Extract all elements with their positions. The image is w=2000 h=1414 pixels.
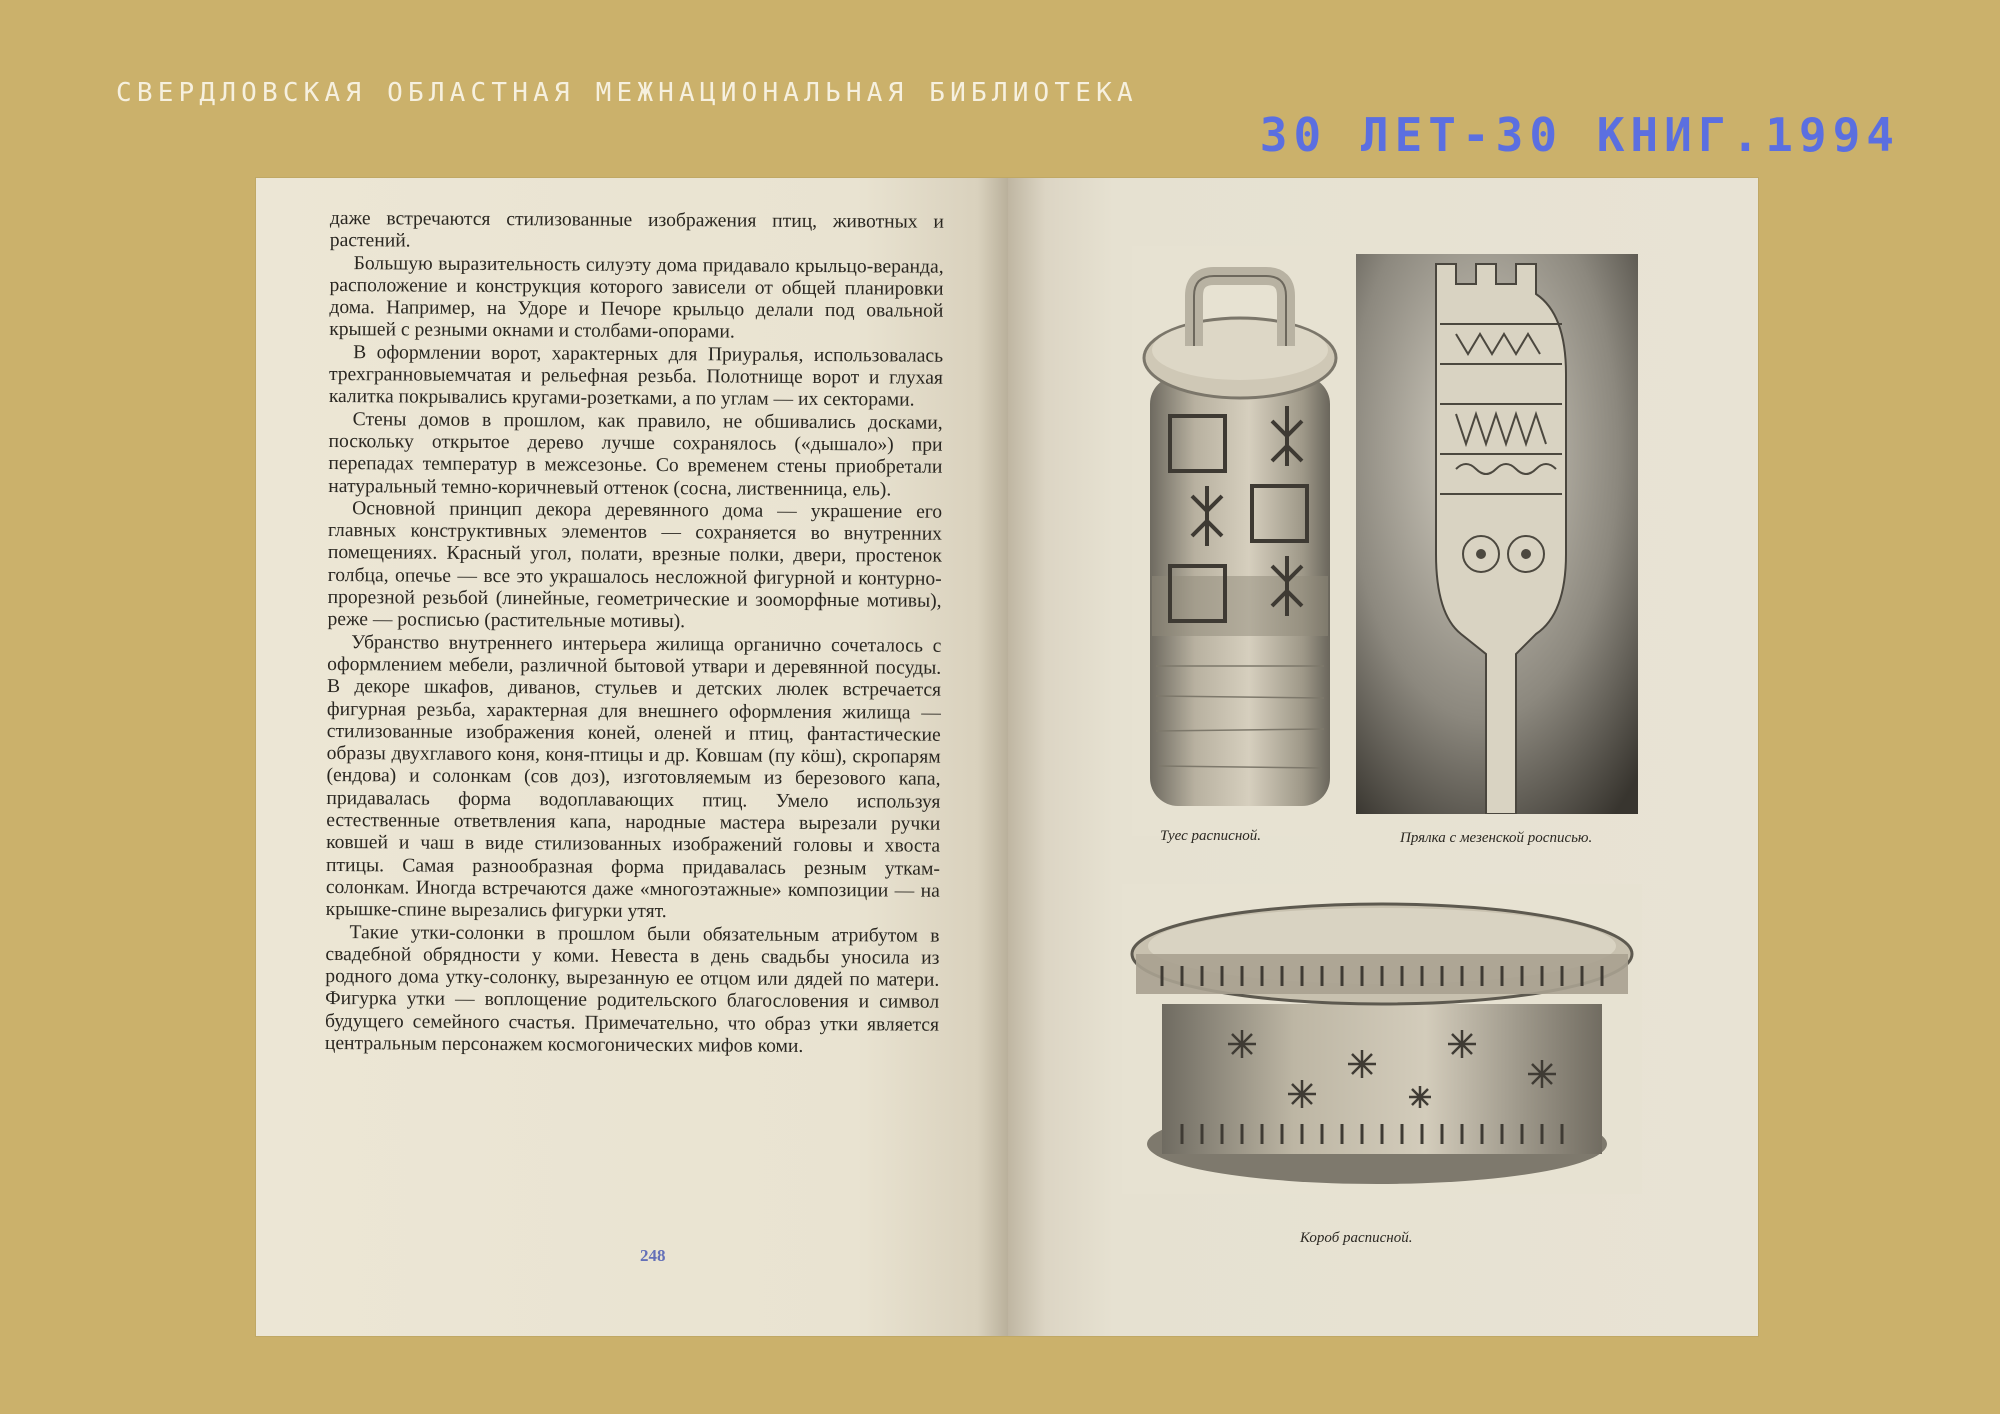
spindle-photo bbox=[1356, 254, 1638, 814]
paragraph: Такие утки-солонки в прошлом были обязательным атрибутом в свадебной обрядности у коми. Невеста в день свадьбы уносила из родного дома утку-солонку, вырезанную ее отцом или дядей по матери. Фигурка утки — воплощение родительского благословения и символ будущего семейного счастья. Примечательно, что образ утки является центральным персонажем космогонических мифов коми. bbox=[324, 921, 940, 1057]
library-header: СВЕРДЛОВСКАЯ ОБЛАСТНАЯ МЕЖНАЦИОНАЛЬНАЯ БИБЛИОТЕКА bbox=[116, 78, 1138, 108]
caption-box: Короб расписной. bbox=[1300, 1230, 1413, 1246]
paragraph: В оформлении ворот, характерных для Приуралья, использовалась трехгранновыемчатая и рельефная резьба. Полотнище ворот и глухая калитка покрывались кругами-розетками, а по углам — их секторами. bbox=[328, 341, 944, 411]
paragraph: Основной принцип декора деревянного дома — украшение его главных конструктивных элементов — сохраняется во внутренних помещениях. Красный угол, полати, врезные полки, двери, простенок голбца, опечье — все это украшалось несложной фигурной и контурно-прорезной резьбой (линейные, геометрические и зооморфные мотивы), реже — росписью (растительные мотивы). bbox=[327, 498, 943, 633]
left-page bbox=[256, 178, 1008, 1336]
caption-spindle: Прялка с мезенской росписью. bbox=[1400, 830, 1593, 846]
box-photo bbox=[1122, 884, 1642, 1194]
page-number: 248 bbox=[640, 1246, 666, 1265]
paragraph: Большую выразительность силуэту дома придавало крыльцо-веранда, расположение и конструкция которого зависели от общей планировки дома. Например, на Удоре и Печоре крыльцо делали под овальной крышей с резными окнами и столбами-опорами. bbox=[329, 252, 944, 343]
tues-photo bbox=[1132, 246, 1346, 836]
paragraph: Убранство внутреннего интерьера жилища органично сочеталось с оформлением мебели, различной бытовой утвари и деревянной посуды. В декоре шкафов, диванов, стульев и детских люлек встречается фигурная резьба, характерная для внешнего оформления жилища — стилизованные изображения коней, оленей и птиц, фантастические образы двухглавого коня, коня-птицы и др. Ковшам (пу кӧш), скропарям (ендова) и солонкам (сов доз), изготовляемым из березового капа, придавалась форма водоплавающих птиц. Умело используя естественные ответвления капа, народные мастера вырезали ручки ковшей и чаш в виде стилизованных изображений головы и хвоста птицы. Самая разнообразная форма придавалась резным уткам-солонкам. Иногда встречаются даже «многоэтажные» композиции — на крышке-спине вырезались фигурки утят. bbox=[325, 631, 942, 923]
page-text bbox=[325, 208, 944, 1059]
right-page bbox=[1008, 178, 1758, 1336]
book-spread bbox=[256, 178, 1758, 1336]
paragraph: даже встречаются стилизованные изображения птиц, животных и растений. bbox=[329, 208, 944, 252]
series-title: 30 ЛЕТ-30 КНИГ.1994 bbox=[1259, 108, 1900, 162]
paragraph: Стены домов в прошлом, как правило, не обшивались досками, поскольку открытое дерево лучше сохранялось («дышало») при перепадах температур в межсезонье. Со временем стены приобретали натуральный темно-коричневый оттенок (сосна, лиственница, ель). bbox=[328, 408, 943, 500]
caption-tues: Туес расписной. bbox=[1160, 828, 1262, 844]
